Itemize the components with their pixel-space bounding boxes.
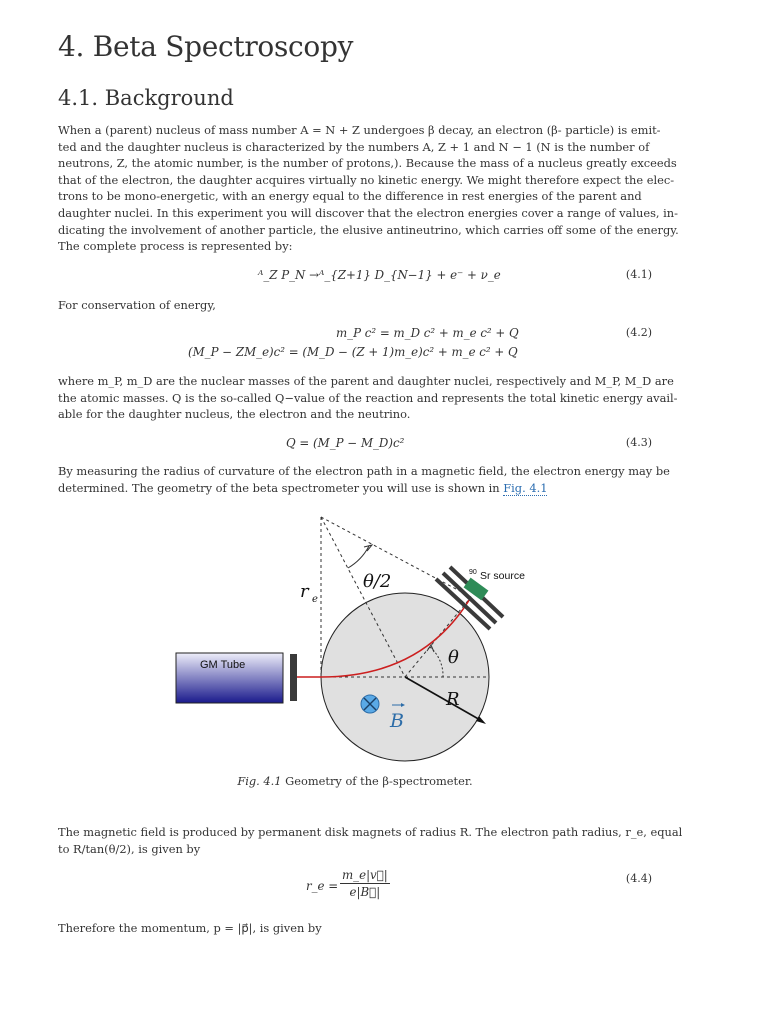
momentum-text bbox=[58, 920, 652, 937]
r-label: R bbox=[446, 689, 460, 710]
equation-body: ᴬ_Z P_N →ᴬ_{Z+1} D_{N−1} + e⁻ + ν_e bbox=[258, 268, 501, 282]
measure-paragraph bbox=[58, 463, 670, 496]
equation-number: (4.1) bbox=[625, 268, 652, 281]
equation-4-3 bbox=[58, 436, 652, 456]
radius-line-diagonal bbox=[321, 517, 471, 597]
equation-body: Q = (M_P − M_D)c² bbox=[286, 436, 405, 450]
equation-4-1 bbox=[58, 268, 652, 288]
text-line: trons to be mono-energetic, with an energy equal to the difference in rest energies of the parent and bbox=[58, 189, 642, 204]
text-line: For conservation of energy, bbox=[58, 298, 216, 312]
half-theta-label: θ/2 bbox=[363, 571, 392, 592]
equation-lhs: r_e = bbox=[306, 879, 339, 893]
conservation-text bbox=[58, 297, 652, 314]
equation-4-2 bbox=[58, 326, 652, 366]
text-line: The magnetic field is produced by permanent disk magnets of radius R. The electron path radius, r_e, equal bbox=[58, 825, 683, 839]
text-line: By measuring the radius of curvature of the electron path in a magnetic field, the electron energy may be bbox=[58, 464, 670, 478]
equation-4-4 bbox=[58, 868, 652, 912]
text-line: When a (parent) nucleus of mass number A = N + Z undergoes β decay, an electron (β- particle) is emit- bbox=[58, 123, 661, 137]
theta-label: θ bbox=[448, 647, 459, 668]
text-line: Therefore the momentum, p = |p⃗|, is given by bbox=[58, 921, 322, 935]
text-line: that of the electron, the daughter acquires virtually no kinetic energy. We might therefore expect the elec- bbox=[58, 172, 675, 187]
b-field-label: B bbox=[390, 710, 404, 732]
caption-text: Geometry of the β-spectrometer. bbox=[281, 774, 473, 788]
equation-number: (4.4) bbox=[625, 872, 652, 885]
gm-window bbox=[290, 654, 297, 701]
text-line: able for the daughter nucleus, the electron and the neutrino. bbox=[58, 407, 411, 422]
re-subscript: e bbox=[312, 594, 318, 605]
source-label: Sr source bbox=[480, 570, 525, 582]
text-fragment: determined. The geometry of the beta spectrometer you will use is shown in bbox=[58, 480, 504, 495]
section-heading: 4.1. Background bbox=[58, 86, 234, 110]
figure-caption bbox=[58, 774, 652, 788]
equation-number: (4.2) bbox=[625, 326, 652, 339]
equation-line: m_P c² = m_D c² + m_e c² + Q bbox=[336, 326, 519, 340]
page-title: 4. Beta Spectroscopy bbox=[58, 30, 354, 63]
equation-fraction bbox=[340, 868, 390, 899]
text-line: to R/tan(θ/2), is given by bbox=[58, 841, 201, 856]
field-paragraph bbox=[58, 824, 683, 857]
text-line: dicating the involvement of another particle, the elusive antineutrino, which carries off some of the energy. bbox=[58, 222, 679, 237]
equation-number: (4.3) bbox=[625, 436, 652, 449]
equation-line: (M_P − ZM_e)c² = (M_D − (Z + 1)m_e)c² + m_e c² + Q bbox=[188, 345, 518, 359]
where-paragraph bbox=[58, 373, 678, 423]
fraction-numerator: m_e|v⃗| bbox=[342, 868, 388, 882]
text-line: ted and the daughter nucleus is characterized by the numbers A, Z + 1 and N − 1 (N is the number of bbox=[58, 139, 650, 154]
spectrometer-figure bbox=[58, 505, 652, 805]
figure-link[interactable]: Fig. 4.1 bbox=[503, 480, 548, 495]
half-angle-arc bbox=[348, 546, 369, 568]
text-line: the atomic masses. Q is the so-called Q−value of the reaction and represents the total kinetic energy avail- bbox=[58, 390, 678, 405]
re-label: r bbox=[300, 581, 309, 602]
source-superscript: 90 bbox=[469, 569, 477, 576]
gm-tube-label: GM Tube bbox=[200, 659, 246, 671]
fraction-denominator: e|B⃗| bbox=[349, 885, 381, 899]
intro-paragraph bbox=[58, 122, 679, 255]
caption-prefix: Fig. 4.1 bbox=[237, 774, 282, 788]
text-line bbox=[58, 480, 652, 497]
text-line: neutrons, Z, the atomic number, is the number of protons,). Because the mass of a nucleus greatly exceeds bbox=[58, 156, 677, 171]
text-line: daughter nuclei. In this experiment you will discover that the electron energies cover a range of values, in- bbox=[58, 205, 678, 220]
text-line: where m_P, m_D are the nuclear masses of the parent and daughter nuclei, respectively and M_P, M_D are bbox=[58, 374, 674, 388]
text-line: The complete process is represented by: bbox=[58, 239, 293, 254]
